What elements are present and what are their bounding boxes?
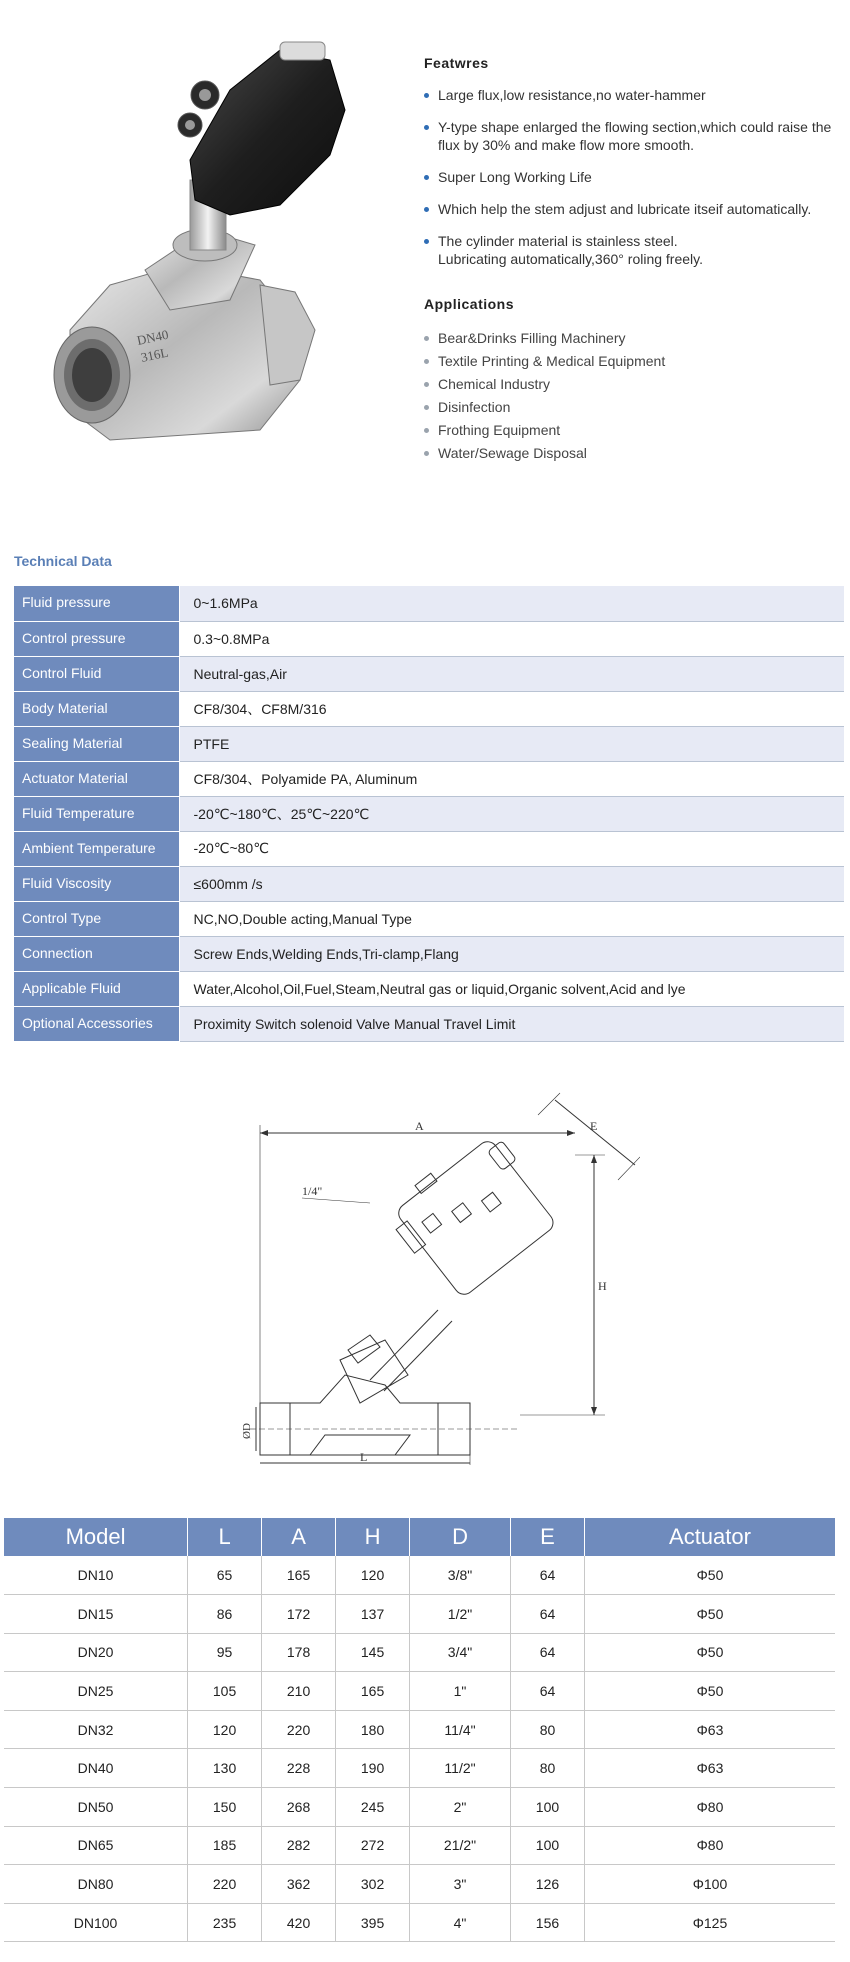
label-h: H xyxy=(598,1279,607,1293)
model-header-cell: L xyxy=(188,1518,262,1556)
model-cell: 245 xyxy=(336,1788,410,1827)
model-cell: 64 xyxy=(510,1595,584,1634)
features-list xyxy=(424,86,844,282)
application-item: Textile Printing & Medical Equipment xyxy=(424,352,844,370)
applications-list xyxy=(424,329,844,467)
application-item: Water/Sewage Disposal xyxy=(424,444,844,462)
tech-value: CF8/304、Polyamide PA, Aluminum xyxy=(179,761,844,796)
tech-value: Screw Ends,Welding Ends,Tri-clamp,Flang xyxy=(179,936,844,971)
model-cell: 165 xyxy=(262,1556,336,1595)
tech-key: Actuator Material xyxy=(14,761,179,796)
model-header-cell: A xyxy=(262,1518,336,1556)
model-row xyxy=(4,1749,835,1788)
tech-key: Body Material xyxy=(14,691,179,726)
model-cell: 100 xyxy=(510,1826,584,1865)
model-cell: 165 xyxy=(336,1672,410,1711)
model-cell: 180 xyxy=(336,1710,410,1749)
model-cell: 64 xyxy=(510,1672,584,1711)
tech-key: Applicable Fluid xyxy=(14,971,179,1006)
tech-key: Control pressure xyxy=(14,621,179,656)
model-cell: 11/2" xyxy=(410,1749,511,1788)
application-item: Chemical Industry xyxy=(424,375,844,393)
model-cell: 11/4" xyxy=(410,1710,511,1749)
tech-key: Optional Accessories xyxy=(14,1006,179,1041)
model-cell: 145 xyxy=(336,1633,410,1672)
application-item: Frothing Equipment xyxy=(424,421,844,439)
model-header-cell: D xyxy=(410,1518,511,1556)
model-cell: 64 xyxy=(510,1556,584,1595)
tech-key: Control Type xyxy=(14,901,179,936)
tech-value: Proximity Switch solenoid Valve Manual Travel Limit xyxy=(179,1006,844,1041)
model-row xyxy=(4,1556,835,1595)
technical-data-title: Technical Data xyxy=(14,553,112,569)
tech-row xyxy=(14,971,844,1006)
tech-row xyxy=(14,866,844,901)
model-cell: 120 xyxy=(188,1710,262,1749)
tech-key: Control Fluid xyxy=(14,656,179,691)
model-cell: Φ50 xyxy=(584,1595,835,1634)
model-cell: 3/8" xyxy=(410,1556,511,1595)
features-title: Featwres xyxy=(424,55,489,71)
model-row xyxy=(4,1788,835,1827)
tech-key: Connection xyxy=(14,936,179,971)
tech-row xyxy=(14,621,844,656)
feature-item: Super Long Working Life xyxy=(424,168,844,186)
model-cell: DN80 xyxy=(4,1865,188,1904)
model-cell: 95 xyxy=(188,1633,262,1672)
tech-key: Fluid Viscosity xyxy=(14,866,179,901)
tech-value: CF8/304、CF8M/316 xyxy=(179,691,844,726)
product-photo xyxy=(30,30,390,460)
application-item: Bear&Drinks Filling Machinery xyxy=(424,329,844,347)
model-cell: 65 xyxy=(188,1556,262,1595)
dimension-drawing xyxy=(220,1085,640,1465)
tech-key: Fluid pressure xyxy=(14,586,179,621)
tech-value: ≤600mm /s xyxy=(179,866,844,901)
model-cell: 3/4" xyxy=(410,1633,511,1672)
tech-row xyxy=(14,691,844,726)
label-d: ØD xyxy=(241,1423,253,1439)
model-dimensions-table xyxy=(4,1518,835,1942)
model-cell: 130 xyxy=(188,1749,262,1788)
model-row xyxy=(4,1672,835,1711)
tech-value: Neutral-gas,Air xyxy=(179,656,844,691)
model-cell: 282 xyxy=(262,1826,336,1865)
model-cell: 235 xyxy=(188,1903,262,1942)
model-row xyxy=(4,1865,835,1904)
model-cell: 105 xyxy=(188,1672,262,1711)
model-cell: Φ50 xyxy=(584,1556,835,1595)
tech-key: Fluid Temperature xyxy=(14,796,179,831)
label-e: E xyxy=(590,1119,598,1133)
feature-item: Large flux,low resistance,no water-hammer xyxy=(424,86,844,104)
model-row xyxy=(4,1903,835,1942)
model-header-cell: Actuator xyxy=(584,1518,835,1556)
body-mark-material: 316L xyxy=(139,344,170,365)
tech-value: PTFE xyxy=(179,726,844,761)
model-cell: 1/2" xyxy=(410,1595,511,1634)
applications-title: Applications xyxy=(424,296,515,312)
model-row xyxy=(4,1633,835,1672)
model-cell: DN50 xyxy=(4,1788,188,1827)
tech-row xyxy=(14,1006,844,1041)
model-cell: 80 xyxy=(510,1749,584,1788)
tech-row xyxy=(14,796,844,831)
tech-row xyxy=(14,726,844,761)
tech-row xyxy=(14,656,844,691)
tech-key: Ambient Temperature xyxy=(14,831,179,866)
model-cell: 228 xyxy=(262,1749,336,1788)
label-port: 1/4" xyxy=(302,1184,323,1198)
actuator-outline xyxy=(382,1126,563,1304)
model-row xyxy=(4,1826,835,1865)
tech-value: NC,NO,Double acting,Manual Type xyxy=(179,901,844,936)
tech-row xyxy=(14,901,844,936)
feature-item: Y-type shape enlarged the flowing section,which could raise the flux by 30% and make flow more smooth. xyxy=(424,118,844,154)
model-header-cell: Model xyxy=(4,1518,188,1556)
feature-item: Which help the stem adjust and lubricate itseif automatically. xyxy=(424,200,844,218)
model-cell: DN100 xyxy=(4,1903,188,1942)
model-cell: DN20 xyxy=(4,1633,188,1672)
model-cell: 210 xyxy=(262,1672,336,1711)
model-cell: 120 xyxy=(336,1556,410,1595)
model-cell: 156 xyxy=(510,1903,584,1942)
model-cell: 100 xyxy=(510,1788,584,1827)
model-cell: 268 xyxy=(262,1788,336,1827)
model-cell: 178 xyxy=(262,1633,336,1672)
model-cell: 302 xyxy=(336,1865,410,1904)
model-cell: 64 xyxy=(510,1633,584,1672)
tech-value: Water,Alcohol,Oil,Fuel,Steam,Neutral gas or liquid,Organic solvent,Acid and lye xyxy=(179,971,844,1006)
model-cell: 220 xyxy=(262,1710,336,1749)
model-cell: 126 xyxy=(510,1865,584,1904)
model-row xyxy=(4,1595,835,1634)
model-cell: 185 xyxy=(188,1826,262,1865)
model-cell: Φ50 xyxy=(584,1633,835,1672)
model-cell: 395 xyxy=(336,1903,410,1942)
model-header-cell: H xyxy=(336,1518,410,1556)
tech-row xyxy=(14,586,844,621)
model-cell: 220 xyxy=(188,1865,262,1904)
model-header-cell: E xyxy=(510,1518,584,1556)
application-item: Disinfection xyxy=(424,398,844,416)
model-cell: Φ50 xyxy=(584,1672,835,1711)
model-cell: DN40 xyxy=(4,1749,188,1788)
tech-row xyxy=(14,936,844,971)
model-cell: 21/2" xyxy=(410,1826,511,1865)
model-cell: DN15 xyxy=(4,1595,188,1634)
model-cell: 137 xyxy=(336,1595,410,1634)
model-row xyxy=(4,1710,835,1749)
tech-value: 0~1.6MPa xyxy=(179,586,844,621)
model-cell: Φ80 xyxy=(584,1826,835,1865)
body-mark-size: DN40 xyxy=(135,326,170,348)
tech-row xyxy=(14,761,844,796)
model-cell: DN65 xyxy=(4,1826,188,1865)
model-cell: 86 xyxy=(188,1595,262,1634)
label-l: L xyxy=(360,1450,368,1464)
model-cell: DN10 xyxy=(4,1556,188,1595)
model-cell: 3" xyxy=(410,1865,511,1904)
model-cell: Φ100 xyxy=(584,1865,835,1904)
model-cell: 420 xyxy=(262,1903,336,1942)
feature-item: The cylinder material is stainless steel. Lubricating automatically,360° roling freely. xyxy=(424,232,744,268)
model-cell: 362 xyxy=(262,1865,336,1904)
model-cell: Φ63 xyxy=(584,1749,835,1788)
tech-value: -20℃~180℃、25℃~220℃ xyxy=(179,796,844,831)
technical-data-table xyxy=(14,586,844,1042)
model-cell: 4" xyxy=(410,1903,511,1942)
tech-row xyxy=(14,831,844,866)
model-cell: Φ125 xyxy=(584,1903,835,1942)
model-cell: Φ63 xyxy=(584,1710,835,1749)
model-cell: 2" xyxy=(410,1788,511,1827)
model-cell: 190 xyxy=(336,1749,410,1788)
tech-value: -20℃~80℃ xyxy=(179,831,844,866)
label-a: A xyxy=(415,1119,424,1133)
model-cell: DN25 xyxy=(4,1672,188,1711)
model-cell: 80 xyxy=(510,1710,584,1749)
model-cell: 172 xyxy=(262,1595,336,1634)
model-cell: 272 xyxy=(336,1826,410,1865)
model-cell: 1" xyxy=(410,1672,511,1711)
model-cell: DN32 xyxy=(4,1710,188,1749)
tech-value: 0.3~0.8MPa xyxy=(179,621,844,656)
model-cell: Φ80 xyxy=(584,1788,835,1827)
tech-key: Sealing Material xyxy=(14,726,179,761)
model-cell: 150 xyxy=(188,1788,262,1827)
